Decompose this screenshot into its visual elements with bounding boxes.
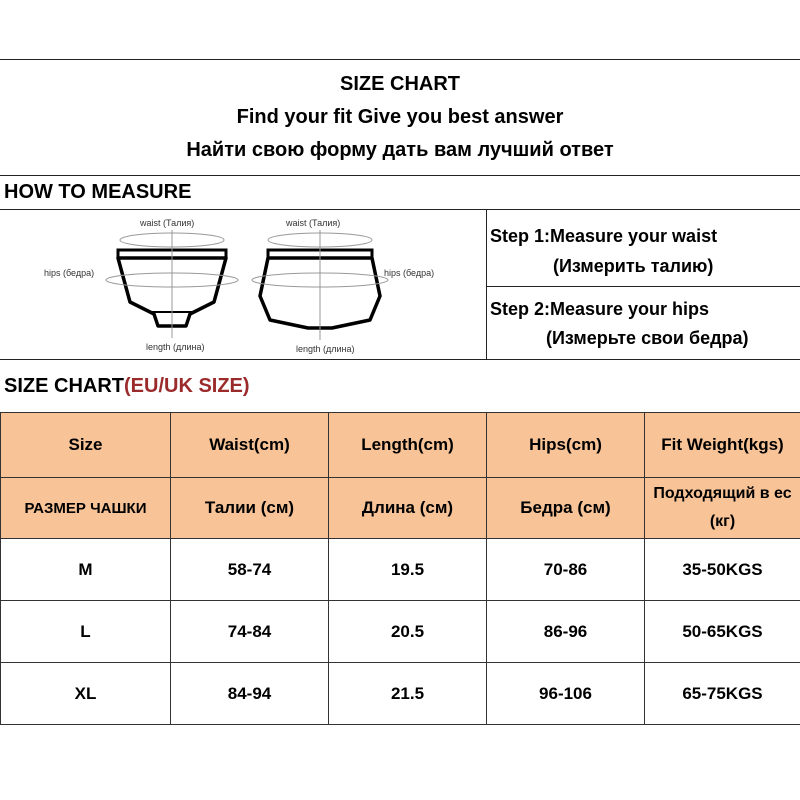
- step2-ru: (Измерьте свои бедра): [546, 328, 749, 348]
- header-cell: Бедра (см): [487, 478, 645, 539]
- header-cell: Waist(cm): [171, 413, 329, 478]
- step1-ru: (Измерить талию): [553, 256, 714, 276]
- table-row: [1, 539, 800, 601]
- table-cell: 96-106: [487, 663, 645, 725]
- size-chart-heading-accent: (EU/UK SIZE): [124, 375, 250, 397]
- how-to-measure-heading: HOW TO MEASURE: [4, 181, 192, 203]
- header-cell: Длина (см): [329, 478, 487, 539]
- waist-label-left: waist (Талия): [140, 218, 195, 228]
- table-cell: XL: [1, 663, 171, 725]
- step2-en: Step 2:Measure your hips: [490, 299, 710, 319]
- size-table: [0, 412, 800, 725]
- table-row: [1, 601, 800, 663]
- table-cell: 21.5: [329, 663, 487, 725]
- table-cell: 84-94: [171, 663, 329, 725]
- table-cell: 35-50KGS: [645, 539, 800, 601]
- header-cell: Hips(cm): [487, 413, 645, 478]
- table-cell: L: [1, 601, 171, 663]
- steps-divider: [486, 286, 800, 287]
- subtitle-ru: Найти свою форму дать вам лучший ответ: [186, 139, 614, 161]
- briefs-front-icon: [106, 230, 238, 338]
- length-label-left: length (длина): [146, 342, 205, 352]
- header-cell: Size: [1, 413, 171, 478]
- table-cell: 65-75KGS: [645, 663, 800, 725]
- table-row: [1, 663, 800, 725]
- table-header-row-en: [1, 413, 800, 478]
- measure-bottom-divider: [0, 359, 800, 360]
- size-chart-heading-main: SIZE CHART: [4, 375, 124, 397]
- table-cell: 20.5: [329, 601, 487, 663]
- length-label-right: length (длина): [296, 344, 355, 354]
- waist-label-right: waist (Талия): [286, 218, 341, 228]
- header-divider: [0, 175, 800, 176]
- briefs-back-icon: [252, 230, 388, 340]
- step1-en: Step 1:Measure your waist: [490, 226, 718, 246]
- table-cell: 86-96: [487, 601, 645, 663]
- table-header-row-ru: [1, 478, 800, 539]
- measure-vertical-divider: [486, 209, 487, 359]
- table-cell: 58-74: [171, 539, 329, 601]
- table-cell: 74-84: [171, 601, 329, 663]
- header-cell: Fit Weight(kgs): [645, 413, 800, 478]
- table-cell: M: [1, 539, 171, 601]
- header-cell: Подходящий в ес (кг): [645, 478, 800, 539]
- table-cell: 50-65KGS: [645, 601, 800, 663]
- table-cell: 19.5: [329, 539, 487, 601]
- header-cell: Length(cm): [329, 413, 487, 478]
- measurement-diagram: [0, 210, 486, 360]
- subtitle-en: Find your fit Give you best answer: [236, 106, 564, 128]
- table-cell: 70-86: [487, 539, 645, 601]
- header-cell: РАЗМЕР ЧАШКИ: [1, 478, 171, 539]
- header-cell: Талии (см): [171, 478, 329, 539]
- size-chart-heading: [4, 375, 250, 398]
- page-title: SIZE CHART: [340, 73, 460, 95]
- hips-label-left: hips (бедра): [44, 268, 95, 278]
- top-divider: [0, 59, 800, 60]
- hips-label-right: hips (бедра): [384, 268, 435, 278]
